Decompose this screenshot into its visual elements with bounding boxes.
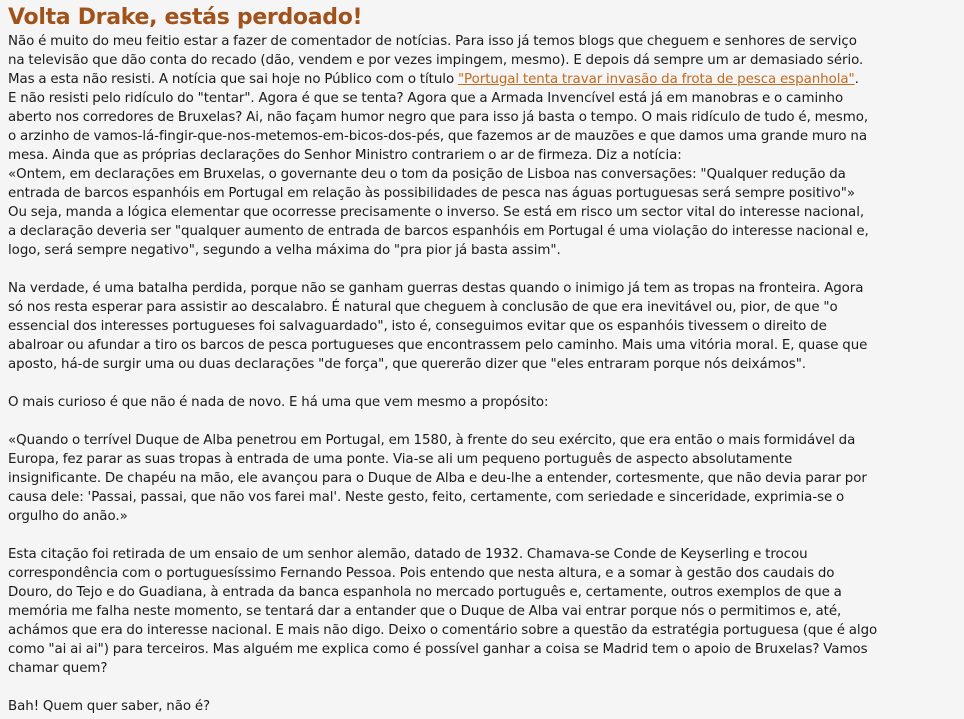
paragraph-gap: [8, 412, 958, 431]
body-line: aberto nos corredores de Bruxelas? Ai, não façam humor negro que para isso já basta o tempo. O mais ridículo de tudo é, mesmo,: [8, 110, 869, 125]
body-line: logo, será sempre negativo", segundo a velha máxima do "pra pior já basta assim".: [8, 243, 561, 258]
body-line: memória me falha neste momento, se tentará dar a entander que o Duque de Alba vai entrar porque nós o permitimos e, até,: [8, 604, 842, 619]
body-line: o arzinho de vamos-lá-fingir-que-nos-metemos-em-bicos-dos-pés, que fazemos ar de mauzões e que damos uma grande muro na: [8, 129, 867, 144]
body-line: achámos que era do interesse nacional. E mais não digo. Deixo o comentário sobre a questão da estratégia portuguesa (que é algo: [8, 623, 878, 638]
body-line: Ou seja, manda a lógica elementar que ocorresse precisamente o inverso. Se está em risco um sector vital do interesse nacional,: [8, 205, 865, 220]
quote-line: entrada de barcos espanhóis em Portugal em relação às possibilidades de pesca nas águas portuguesas será sempre positivo"»: [8, 186, 855, 201]
article-link[interactable]: "Portugal tenta travar invasão da frota de pesca espanhola": [457, 72, 855, 87]
body-line: Esta citação foi retirada de um ensaio de um senhor alemão, datado de 1932. Chamava-se Conde de Keyserling e trocou: [8, 547, 808, 562]
quote-line: Europa, fez parar as suas tropas à entrada de uma ponte. Via-se ali um pequeno português de aspecto absolutamente: [8, 452, 793, 467]
body-line: Douro, do Tejo e do Guadiana, à entrada da banca espanhola no mercado português e, certamente, outros exemplos de que a: [8, 585, 842, 600]
paragraph-gap: [8, 260, 958, 279]
body-text: Mas a esta não resisti. A notícia que sai hoje no Público com o título: [8, 72, 458, 87]
body-line: na televisão que dão conta do recado (dão, vendem e por vezes impingem, mesmo). E depois dá sempre um ar demasiado sério.: [8, 53, 864, 68]
body-line: chamar quem?: [8, 661, 108, 676]
body-line: a declaração deveria ser "qualquer aumento de entrada de barcos espanhóis em Portugal é uma violação do interesse nacional e,: [8, 224, 869, 239]
body-line: essencial dos interesses portugueses foi salvaguardado", isto é, conseguimos evitar que os espanhóis tivessem o direito de: [8, 319, 827, 334]
body-line: correspondência com o portuguesíssimo Fernando Pessoa. Pois entendo que nesta altura, e a somar à gestão dos caudais do: [8, 566, 835, 581]
body-line: Bah! Quem quer saber, não é?: [8, 699, 211, 714]
body-line: O mais curioso é que não é nada de novo. E há uma que vem mesmo a propósito:: [8, 395, 549, 410]
body-line-with-link: [8, 70, 958, 89]
quote-line: «Quando o terrível Duque de Alba penetrou em Portugal, em 1580, à frente do seu exército, que era então o mais formidável da: [8, 433, 856, 448]
body-line: só nos resta esperar para assistir ao descalabro. É natural que cheguem à conclusão de que era inevitável ou, pior, de que "o: [8, 300, 838, 315]
post-title: Volta Drake, estás perdoado!: [8, 5, 363, 30]
paragraph-gap: [8, 374, 958, 393]
post-body: [8, 32, 958, 716]
body-text: .: [854, 72, 859, 87]
quote-line: causa dele: 'Passai, passai, que não vos farei mal'. Neste gesto, feito, certamente, com seriedade e sinceridade, exprimia-se o: [8, 490, 845, 505]
quote-line: orgulho do anão.»: [8, 509, 128, 524]
body-line: abalroar ou afundar a tiro os barcos de pesca portugueses que encontrassem pelo caminho. Mais uma vitória moral. E, quase que: [8, 338, 868, 353]
body-line: aposto, há-de surgir uma ou duas declarações "de força", que quererão dizer que "eles entraram porque nós deixámos".: [8, 357, 807, 372]
paragraph-gap: [8, 678, 958, 697]
body-line: mesa. Ainda que as próprias declarações do Senhor Ministro contrariem o ar de firmeza. Diz a notícia:: [8, 148, 682, 163]
body-line: como "ai ai ai") para terceiros. Mas alguém me explica como é possível ganhar a coisa se Madrid tem o apoio de Bruxelas? Vamos: [8, 642, 868, 657]
body-line: Não é muito do meu feitio estar a fazer de comentador de notícias. Para isso já temos blogs que cheguem e senhores de serviço: [8, 34, 857, 49]
quote-line: insignificante. De chapéu na mão, ele avançou para o Duque de Alba e deu-lhe a entender, cortesmente, que não devia parar por: [8, 471, 867, 486]
body-line: E não resisti pelo ridículo do "tentar". Agora é que se tenta? Agora que a Armada Invencível está já em manobras e o caminho: [8, 91, 844, 106]
body-line: Na verdade, é uma batalha perdida, porque não se ganham guerras destas quando o inimigo já tem as tropas na fronteira. Agora: [8, 281, 864, 296]
paragraph-gap: [8, 526, 958, 545]
quote-line: «Ontem, em declarações em Bruxelas, o governante deu o tom da posição de Lisboa nas conversações: "Qualquer redução da: [8, 167, 846, 182]
